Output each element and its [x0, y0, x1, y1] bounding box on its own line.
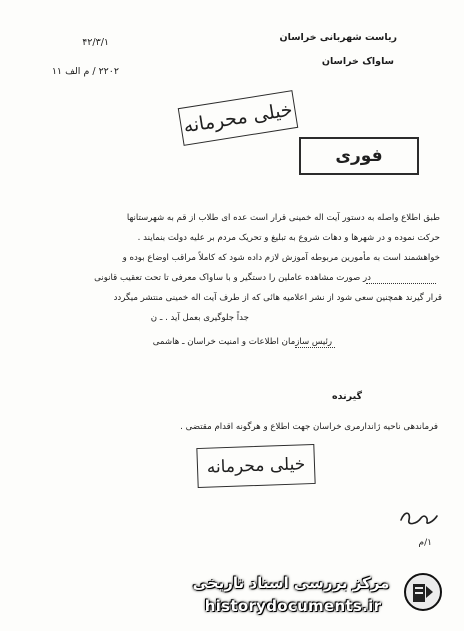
signature-line-fill [295, 347, 335, 348]
body-line-3: خواهشمند است به مأمورین مربوطه آموزش لازم داده شود که کاملاً مراقب اوضاع بوده و [122, 253, 440, 263]
addressee-line-2: ساواک خراسان [321, 56, 394, 67]
document-number: ۲۲۰۲ / م الف ۱۱ [51, 66, 119, 77]
body-line-4-fill [366, 283, 436, 284]
signature-line: رئیس سازمان اطلاعات و امنیت خراسان ـ هاشمی [152, 337, 332, 347]
document-date: ۴۲/۳/۱ [82, 37, 109, 48]
footer-note: ۱/م [418, 538, 432, 548]
classification-stamp-bottom: خیلی محرمانه [196, 444, 315, 488]
addressee-line-1: ریاست شهربانی خراسان [279, 32, 397, 43]
body-line-2: حرکت نموده و در شهرها و دهات شروع به تبلیغ و تحریک مردم بر علیه دولت بنمایند . [137, 233, 440, 243]
priority-stamp: فوری [299, 137, 419, 175]
body-line-6: جداً جلوگیری بعمل آید . ـ ن [150, 313, 249, 323]
recipients-heading: گیرنده [332, 391, 362, 402]
archive-logo-icon [403, 572, 443, 612]
watermark-url: historydocuments.ir [204, 597, 382, 615]
body-line-4: در صورت مشاهده عاملین را دستگیر و با ساواک معرفی تا تحت تعقیب قانونی [94, 273, 371, 283]
handwritten-signature [395, 508, 440, 530]
watermark-title: مرکز بررسی اسناد تاریخی [192, 574, 390, 592]
body-line-5: قرار گیرند همچنین سعی شود از نشر اعلامیه هائی که از طرف آیت اله خمینی منتشر میگردد [113, 293, 442, 303]
body-line-1: طبق اطلاع واصله به دستور آیت اله خمینی قرار است عده ای طلاب از قم به شهرستانها [126, 213, 440, 223]
classification-stamp-top: خیلی محرمانه [178, 90, 299, 146]
recipients-line: فرماندهی ناحیه ژاندارمری خراسان جهت اطلاع و هرگونه اقدام مقتضی . [180, 422, 438, 432]
